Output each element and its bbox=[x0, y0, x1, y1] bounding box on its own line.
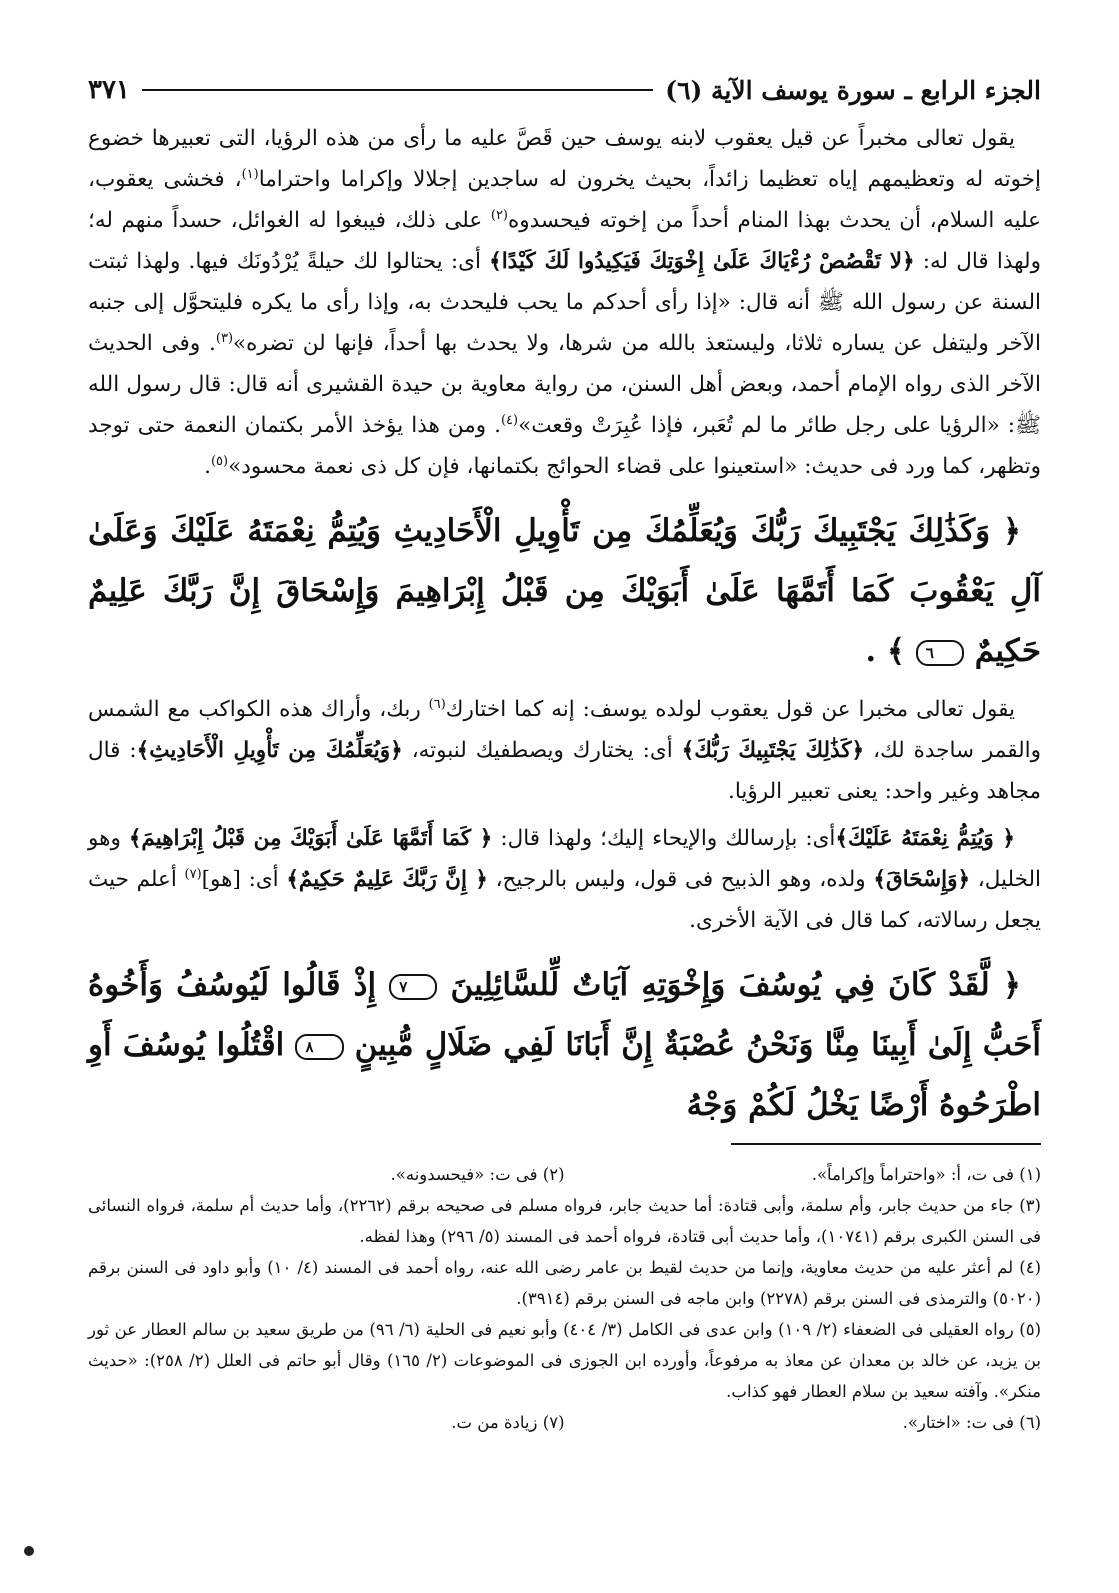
quran-quote: ﴿ كَمَا أَتَمَّهَا عَلَىٰ أَبَوَيْكَ مِن قَبْلُ إِبْرَاهِيمَ﴾ bbox=[128, 826, 493, 851]
header-rule bbox=[142, 89, 653, 91]
footnote-separator bbox=[731, 1143, 1041, 1145]
footnote-ref: (٥) bbox=[210, 453, 229, 469]
quran-quote: ﴿وَإِسْحَاقَ﴾ bbox=[873, 867, 971, 892]
footnote-ref: (٣) bbox=[215, 330, 234, 346]
text-span: : قال مجاهد وغير واحد: يعنى تعبير الرؤيا. bbox=[88, 738, 1041, 804]
footnote-3: (٣) جاء من حديث جابر، وأم سلمة، وأبى قتادة: أما حديث جابر، فرواه مسلم فى صحيحه برقم (٢٢٦٢)، وأما حديث أم سلمة، فرواه النسائى فى السنن الكبرى برقم (١٠٧٤١)، وأما حديث أبى قتادة، فرواه أحمد فى المسند (٥/ ٢٩٦) وهذا لفظه. bbox=[88, 1196, 1041, 1246]
footnote-7: (٧) زيادة من ت. bbox=[451, 1413, 565, 1432]
text-span: أعلم حيث يجعل رسالاته، كما قال فى الآية الأخرى. bbox=[88, 867, 1041, 933]
commentary-paragraph-2 bbox=[88, 689, 1041, 812]
text-span: . وفى الحديث الآخر الذى رواه الإمام أحمد، وبعض أهل السنن، من رواية معاوية بن حيدة القشيرى أنه قال: قال رسول الله ﷺ: «الرؤيا على رجل طائر ما لم تُعَبر، فإذا عُبِرَتْ وقعت» bbox=[88, 331, 1041, 438]
text-span: يقول تعالى مخبرا عن قول يعقوب لولده يوسف: إنه كما اختارك bbox=[445, 697, 1015, 722]
ayah-text: ﴿ لَّقَدْ كَانَ فِي يُوسُفَ وَإِخْوَتِهِ آيَاتٌ لِّلسَّائِلِينَ bbox=[450, 967, 1021, 1003]
scan-mark bbox=[24, 1546, 34, 1556]
text-span: ربك، وأراك هذه الكواكب مع الشمس والقمر ساجدة لك، bbox=[88, 697, 1042, 763]
footnote-ref: (٢) bbox=[490, 207, 508, 223]
quran-quote: ﴿ إِنَّ رَبَّكَ عَلِيمٌ حَكِيمٌ﴾ bbox=[286, 867, 488, 892]
commentary-paragraph-3 bbox=[88, 818, 1041, 941]
commentary-paragraph-1 bbox=[88, 118, 1041, 487]
quran-quote: ﴿ وَيُتِمُّ نِعْمَتَهُ عَلَيْكَ﴾ bbox=[835, 826, 1015, 851]
footnote-ref: (٧) bbox=[184, 866, 202, 882]
text-span: أى: يختارك ويصطفيك لنبوته، bbox=[402, 738, 682, 763]
page-header bbox=[88, 62, 1041, 118]
footnote-6: (٦) فى ت: «اختار». bbox=[902, 1413, 1041, 1432]
ayah-text: ﴿ وَكَذَٰلِكَ يَجْتَبِيكَ رَبُّكَ وَيُعَلِّمُكَ مِن تَأْوِيلِ الْأَحَادِيثِ وَيُتِمُّ نِعْمَتَهُ عَلَيْكَ وَعَلَىٰ آلِ يَعْقُوبَ كَمَا أَتَمَّهَا عَلَىٰ أَبَوَيْكَ مِن قَبْلُ إِبْرَاهِيمَ وَإِسْحَاقَ إِنَّ رَبَّكَ عَلِيمٌ حَكِيمٌ bbox=[88, 513, 1041, 669]
running-title: الجزء الرابع ـ سورة يوسف الآية (٦) bbox=[665, 75, 1041, 105]
ayah-number-marker: ٦ bbox=[916, 640, 964, 666]
ayah-number-marker: ٨ bbox=[295, 1034, 343, 1060]
footnote-4: (٤) لم أعثر عليه من حديث معاوية، وإنما من حديث لقيط بن عامر رضى الله عنه، رواه أحمد فى المسند (٤/ ١٠) وأبو داود فى السنن برقم (٥٠٢٠) والترمذى فى السنن برقم (٢٢٧٨) وابن ماجه فى السنن برقم (٣٩١٤). bbox=[88, 1258, 1041, 1308]
footnote-ref: (٤) bbox=[500, 412, 519, 428]
footnote-ref: (١) bbox=[241, 166, 259, 182]
text-span: يقول تعالى مخبراً عن قيل يعقوب لابنه يوسف حين قَصَّ عليه ما رأى من هذه الرؤيا، التى تعبيرها خضوع إخوته له وتعظيمهم إياه تعظيما زائداً، بحيث يخرون له ساجدين إجلالا وإكراما واحتراما bbox=[88, 126, 1041, 192]
footnote-row bbox=[88, 1407, 1041, 1438]
footnote-5: (٥) رواه العقيلى فى الضعفاء (٢/ ١٠٩) وابن عدى فى الكامل (٣/ ٤٠٤) وأبو نعيم فى الحلية (٦/ ٩٦) من طريق سعيد بن سالم العطار عن ثور بن يزيد، عن خالد بن معدان عن معاذ به مرفوعاً، وأورده ابن الجوزى فى الموضوعات (٢/ ١٦٥) وقال أبو حاتم فى العلل (٢/ ٢٥٨): «حديث منكر». وآفته سعيد بن سلام العطار فهو كذاب. bbox=[88, 1320, 1042, 1401]
page-number: ٣٧١ bbox=[88, 75, 130, 105]
ayah-6-block bbox=[88, 501, 1041, 681]
text-span: أى: بإرسالك والإيحاء إليك؛ ولهذا قال: bbox=[492, 826, 836, 851]
text-span: ولده، وهو الذبيح فى قول، وليس بالرجيح، bbox=[487, 867, 874, 892]
footnote-ref: (٦) bbox=[428, 696, 446, 712]
ayah-close: ﴾ . bbox=[865, 633, 906, 669]
quran-quote: ﴿كَذَٰلِكَ يَجْتَبِيكَ رَبُّكَ﴾ bbox=[681, 738, 865, 763]
text-span: وهو الخليل، bbox=[88, 826, 1041, 892]
footnote-1: (١) فى ت، أ: «واحتراماً وإكراماً». bbox=[811, 1165, 1041, 1184]
text-span: . ومن هذا يؤخذ الأمر بكتمان النعمة حتى توجد وتظهر، كما ورد فى حديث: «استعينوا على قضاء الحوائج بكتمانها، فإن كل ذى نعمة محسود» bbox=[88, 413, 1041, 479]
text-span: ، فخشى يعقوب، عليه السلام، أن يحدث بهذا المنام أحداً من إخوته فيحسدوه bbox=[88, 167, 1041, 233]
quran-quote: ﴿وَيُعَلِّمُكَ مِن تَأْوِيلِ الْأَحَادِيثِ﴾ bbox=[136, 738, 403, 763]
ayah-text: إِذْ قَالُوا لَيُوسُفُ وَأَخُوهُ أَحَبُّ إِلَىٰ أَبِينَا مِنَّا وَنَحْنُ عُصْبَةٌ إِنَّ أَبَانَا لَفِي ضَلَالٍ مُّبِينٍ bbox=[88, 967, 1041, 1063]
ayah-7-8-9-block bbox=[88, 955, 1041, 1135]
footnotes bbox=[88, 1159, 1041, 1438]
footnote-2: (٢) فى ت: «فيحسدونه». bbox=[390, 1165, 565, 1184]
ayah-text: اقْتُلُوا يُوسُفَ أَوِ اطْرَحُوهُ أَرْضًا يَخْلُ لَكُمْ وَجْهُ bbox=[88, 1027, 1041, 1123]
quran-quote: ﴿لا تَقْصُصْ رُءْيَاكَ عَلَىٰ إِخْوَتِكَ فَيَكِيدُوا لَكَ كَيْدًا﴾ bbox=[489, 249, 915, 274]
text-span: أى: [هو] bbox=[201, 867, 287, 892]
text-span: . bbox=[204, 454, 211, 479]
text-span: على ذلك، فيبغوا له الغوائل، حسداً منهم له؛ ولهذا قال له: bbox=[88, 208, 1041, 274]
footnote-row bbox=[88, 1159, 1041, 1190]
text-span: أى: يحتالوا لك حيلةً يُرْدُونَك فيها. ولهذا ثبتت السنة عن رسول الله ﷺ أنه قال: «إذا رأى أحدكم ما يحب فليحدث به، وإذا رأى ما يكره فليتحوَّل إلى جنبه الآخر وليتفل عن يساره ثلاثا، وليستعذ بالله من شرها، ولا يحدث بها أحداً، فإنها لن تضره» bbox=[88, 249, 1041, 356]
ayah-number-marker: ٧ bbox=[389, 974, 437, 1000]
